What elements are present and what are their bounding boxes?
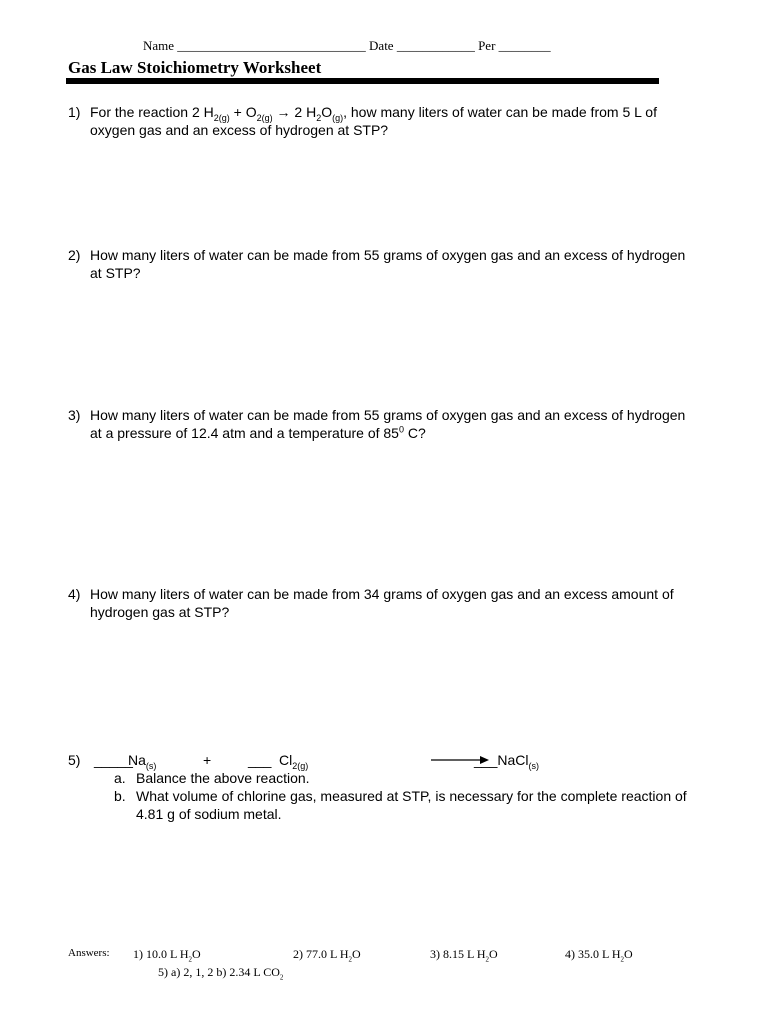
sub-item-text: Balance the above reaction.: [136, 770, 310, 786]
question-4: [68, 585, 698, 621]
sub-item-letter: b.: [114, 788, 126, 804]
answer-4: 4) 35.0 L $H_2O$: [565, 947, 633, 964]
question-5-reaction: [68, 751, 698, 771]
plus-sign: +: [203, 752, 212, 768]
answer-3: 3) 8.15 L $H_2O$: [430, 947, 498, 964]
question-number: 5): [68, 752, 81, 768]
reactant-sodium: $Na_{(s)}$: [128, 752, 157, 771]
question-1: [68, 103, 698, 139]
worksheet-title: Gas Law Stoichiometry Worksheet: [68, 58, 322, 77]
question-number: 4): [68, 586, 81, 602]
name-date-period-line: Name _____________________________ Date ____________ Per ________: [143, 38, 551, 53]
sub-item-text: What volume of chlorine gas, measured at STP, is necessary for the complete reaction of 4.81 g of sodium metal.: [136, 788, 687, 822]
answer-5: 5) a) 2, 1, 2 b) 2.34 L $CO_2$: [158, 965, 284, 982]
answer-2: 2) 77.0 L $H_2O$: [293, 947, 361, 964]
coefficient-blank-2: ___: [248, 752, 272, 768]
question-5-part-a: [114, 769, 694, 787]
question-number: 1): [68, 104, 81, 120]
question-text: How many liters of water can be made from 55 grams of oxygen gas and an excess of hydrogen at a pressure of 12.4 atm and a temperature of $85^0$ C?: [90, 407, 686, 441]
product-sodium-chloride: ___NaCl$_{(s)}$: [474, 752, 539, 771]
question-3: [68, 406, 698, 442]
question-number: 3): [68, 407, 81, 423]
question-text: For the reaction 2 $H_{2(g)} + O_{2(g)} \to 2$ $H_2O_{(g)}$, how many liters of water can be made from 5 L of oxygen gas and an excess of hydrogen at STP?: [90, 104, 657, 138]
reactant-chlorine: $Cl_{2(g)}$: [279, 752, 309, 771]
answers-label: Answers:: [68, 947, 110, 959]
answer-1: 1) 10.0 L $H_2O$: [133, 947, 201, 964]
sub-item-letter: a.: [114, 770, 126, 786]
question-2: [68, 246, 698, 282]
title-underline-rule: [66, 78, 659, 84]
question-5-part-b: [114, 787, 694, 823]
question-number: 2): [68, 247, 81, 263]
question-text: How many liters of water can be made from 34 grams of oxygen gas and an excess amount of hydrogen gas at STP?: [90, 586, 674, 620]
question-text: How many liters of water can be made from 55 grams of oxygen gas and an excess of hydrogen at STP?: [90, 247, 686, 281]
coefficient-blank-1: _____: [94, 752, 133, 768]
